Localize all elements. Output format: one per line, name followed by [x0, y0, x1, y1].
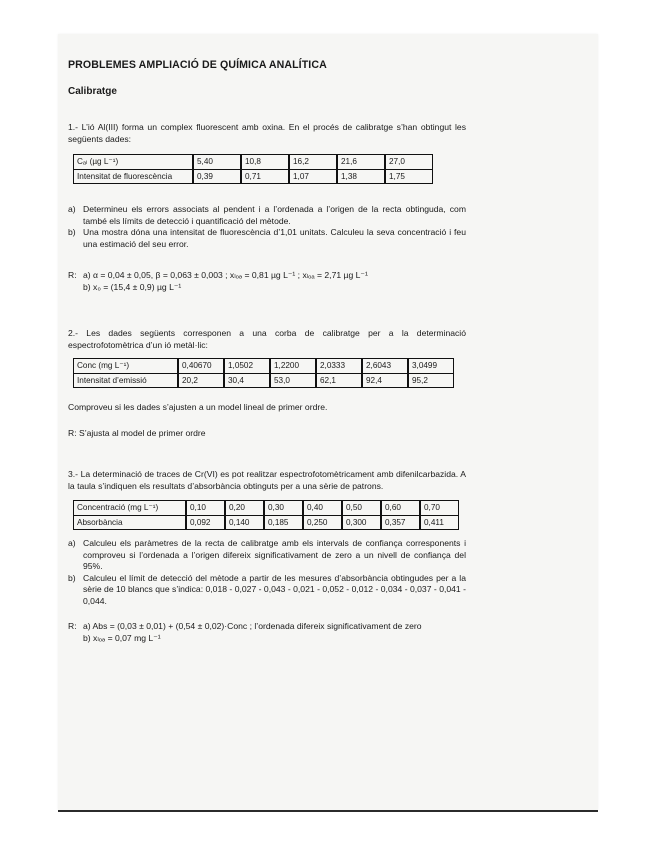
list-item — [68, 573, 466, 608]
table-cell: 0,357 — [381, 515, 420, 530]
problem-1-answer — [68, 270, 466, 293]
table-cell: 0,30 — [264, 501, 303, 516]
problem-1-table — [73, 154, 433, 184]
table-row — [74, 169, 433, 184]
table-cell: 0,140 — [225, 515, 264, 530]
problem-3-table — [73, 500, 459, 530]
item-text: Calculeu els paràmetres de la recta de calibratge amb els intervals de confiança corresponents i comproveu si l’ordenada a l’origen difereix significativament de zero a un nivell de confiança del 95%. — [83, 538, 466, 571]
table-cell: 10,8 — [241, 155, 289, 170]
list-item — [68, 204, 466, 227]
problem-2 — [68, 328, 466, 439]
answer-marker: R: — [68, 621, 77, 631]
table-cell: 1,75 — [385, 169, 433, 184]
table-cell: 0,39 — [193, 169, 241, 184]
item-marker: a) — [68, 204, 76, 214]
table-row — [74, 359, 454, 374]
table-cell: 95,2 — [408, 373, 454, 388]
list-item — [68, 227, 466, 250]
item-marker: b) — [68, 227, 76, 237]
table-row — [74, 373, 454, 388]
table-cell: 21,6 — [337, 155, 385, 170]
table-cell: 0,092 — [186, 515, 225, 530]
table-cell: 62,1 — [316, 373, 362, 388]
table-cell: 27,0 — [385, 155, 433, 170]
problem-2-answer: R: S’ajusta al model de primer ordre — [68, 427, 206, 438]
table-cell: 20,2 — [178, 373, 224, 388]
problem-1-items — [68, 204, 466, 250]
table-cell: 0,70 — [420, 501, 459, 516]
table-cell: 0,40670 — [178, 359, 224, 374]
table-cell: 0,60 — [381, 501, 420, 516]
item-text: Calculeu el límit de detecció del mètode a partir de les mesures d’absorbància obtingudes per a la sèrie de 10 blancs que s’indica: 0,018 - 0,027 - 0,043 - 0,021 - 0,052 - 0,012 - 0,034 - 0,037 - 0,041 - 0,044. — [83, 572, 466, 606]
answer-line: a) α = 0,04 ± 0,05, β = 0,063 ± 0,003 ; xₗₒₔ = 0,81 µg L⁻¹ ; xₗₒₐ = 2,71 µg L⁻¹ — [83, 270, 368, 280]
table-cell: 3,0499 — [408, 359, 454, 374]
table-cell: Cₐₗ (µg L⁻¹) — [74, 155, 194, 170]
problem-3-statement: 3.- La determinació de traces de Cr(VI) es pot realitzar espectrofotomètricament amb difenilcarbazida. A la taula s’indiquen els resultats d’absorbància obtinguts per a una sèrie de patrons. — [68, 469, 466, 491]
table-cell: 1,0502 — [224, 359, 270, 374]
problem-2-statement: 2.- Les dades següents corresponen a una corba de calibratge per a la determinació espectrofotomètrica d’un ió metàl·lic: — [68, 328, 466, 350]
table-cell: 0,20 — [225, 501, 264, 516]
table-cell: 2,0333 — [316, 359, 362, 374]
answer-line: a) Abs = (0,03 ± 0,01) + (0,54 ± 0,02)·Conc ; l’ordenada difereix significativament de zero — [83, 621, 422, 631]
table-cell: 0,40 — [303, 501, 342, 516]
table-cell: 0,300 — [342, 515, 381, 530]
item-text: Una mostra dóna una intensitat de fluorescència d’1,01 unitats. Calculeu la seva concentració i feu una estimació del seu error. — [83, 227, 466, 249]
table-row — [74, 501, 459, 516]
table-cell: 2,6043 — [362, 359, 408, 374]
answer-line: b) xₗₒₔ = 0,07 mg L⁻¹ — [83, 632, 161, 643]
table-cell: 1,38 — [337, 169, 385, 184]
table-cell: Absorbància — [74, 515, 187, 530]
table-cell: 0,250 — [303, 515, 342, 530]
table-cell: 1,07 — [289, 169, 337, 184]
problem-1 — [68, 122, 466, 293]
table-cell: Intensitat d’emissió — [74, 373, 179, 388]
section-heading: Calibratge — [68, 85, 117, 97]
table-cell: Intensitat de fluorescència — [74, 169, 194, 184]
table-cell: 0,411 — [420, 515, 459, 530]
problem-3-answer — [68, 621, 466, 644]
item-marker: a) — [68, 538, 76, 548]
table-cell: 1,2200 — [270, 359, 316, 374]
table-cell: Conc (mg L⁻¹) — [74, 359, 179, 374]
problem-1-statement: 1.- L’ió Al(III) forma un complex fluorescent amb oxina. En el procés de calibratge s’han obtingut les següents dades: — [68, 122, 466, 144]
table-row — [74, 155, 433, 170]
problem-2-table — [73, 358, 454, 388]
table-cell: 30,4 — [224, 373, 270, 388]
document-title: PROBLEMES AMPLIACIÓ DE QUÍMICA ANALÍTICA — [68, 59, 327, 71]
item-text: Determineu els errors associats al pendent i a l’ordenada a l’origen de la recta obtinguda, com també els límits de detecció i quantificació del mètode. — [83, 204, 466, 226]
table-cell: 16,2 — [289, 155, 337, 170]
table-cell: 5,40 — [193, 155, 241, 170]
table-row — [74, 515, 459, 530]
table-cell: 0,10 — [186, 501, 225, 516]
problem-3-items — [68, 538, 466, 607]
table-cell: 92,4 — [362, 373, 408, 388]
problem-3 — [68, 469, 466, 644]
problem-2-question: Comproveu si les dades s’ajusten a un model lineal de primer ordre. — [68, 402, 328, 412]
answer-marker: R: — [68, 270, 77, 280]
table-cell: 0,185 — [264, 515, 303, 530]
list-item — [68, 538, 466, 573]
table-cell: 0,50 — [342, 501, 381, 516]
table-cell: 53,0 — [270, 373, 316, 388]
table-cell: 0,71 — [241, 169, 289, 184]
sheet-bottom-edge — [58, 810, 598, 812]
document-content — [68, 60, 466, 644]
answer-line: b) x₀ = (15,4 ± 0,9) µg L⁻¹ — [83, 281, 182, 292]
table-cell: Concentració (mg L⁻¹) — [74, 501, 187, 516]
item-marker: b) — [68, 572, 76, 583]
